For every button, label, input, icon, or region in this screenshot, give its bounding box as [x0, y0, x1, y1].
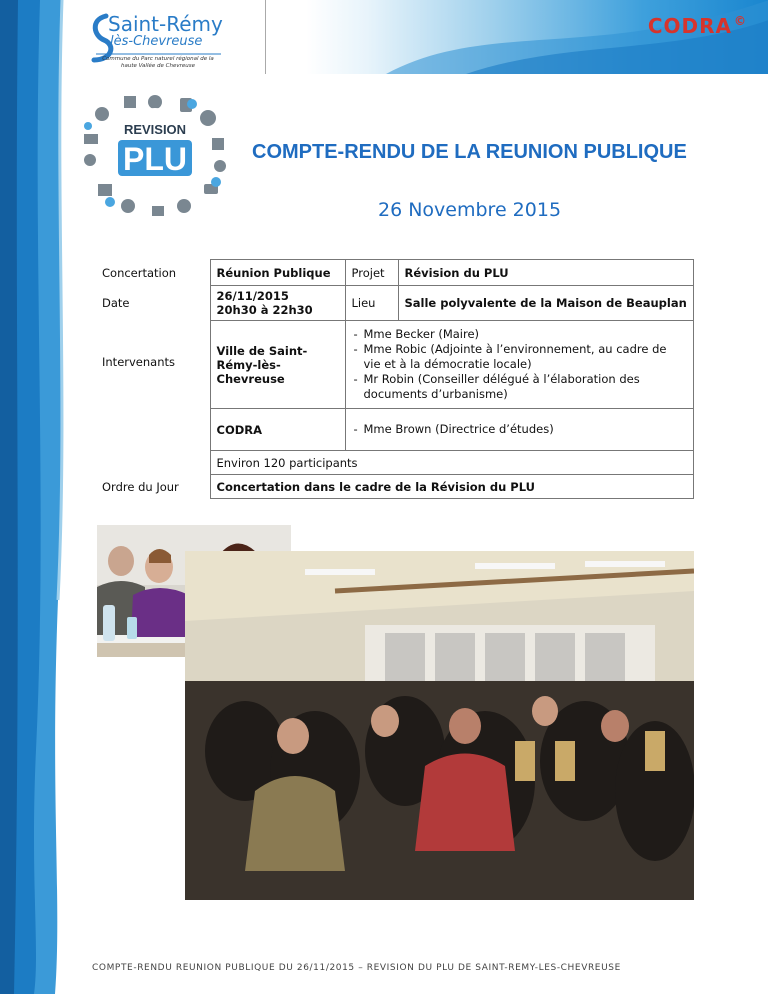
participants-value: Environ 120 participants	[210, 451, 694, 475]
row-ordre-du-jour	[96, 475, 694, 499]
codra-logo	[648, 14, 747, 38]
list-item: - Mr Robin (Conseiller délégué à l’élaboration des documents d’urbanisme)	[364, 372, 688, 402]
page-title: COMPTE-RENDU DE LA REUNION PUBLIQUE	[252, 141, 687, 163]
ville-people-list	[352, 327, 688, 402]
codra-people-list	[352, 422, 688, 437]
date-value-day: 26/11/2015	[216, 289, 289, 303]
revision-plu-badge	[80, 88, 230, 220]
date-value-time: 20h30 à 22h30	[216, 303, 313, 317]
photo-audience	[185, 551, 694, 900]
town-name: Saint-Rémy	[108, 12, 223, 36]
town-subtitle: lès-Chevreuse	[110, 34, 203, 49]
projet-label: Projet	[345, 260, 398, 286]
codra-copyright-mark: ©	[734, 14, 747, 29]
meeting-date-title: 26 Novembre 2015	[378, 199, 562, 221]
page-footer: COMPTE-RENDU REUNION PUBLIQUE DU 26/11/2015 – REVISION DU PLU DE SAINT-REMY-LES-CHEVREUSE	[92, 963, 621, 973]
projet-value: Révision du PLU	[398, 260, 694, 286]
lieu-value: Salle polyvalente de la Maison de Beauplan	[398, 286, 694, 321]
codra-people-cell	[345, 409, 694, 451]
row-date	[96, 286, 694, 321]
ordre-value: Concertation dans le cadre de la Révision du PLU	[210, 475, 694, 499]
concertation-value: Réunion Publique	[210, 260, 345, 286]
meeting-info-table	[96, 259, 694, 499]
participants-spacer	[96, 451, 210, 475]
list-item: - Mme Becker (Maire)	[364, 327, 688, 342]
intervenants-label: Intervenants	[102, 354, 175, 369]
row-concertation	[96, 260, 694, 286]
row-intervenants-ville	[96, 321, 694, 409]
ordre-label: Ordre du Jour	[102, 479, 179, 494]
ville-label: Ville de Saint-Rémy-lès-Chevreuse	[210, 321, 345, 409]
town-caption: Commune du Parc naturel régional de la haute Vallée de Chevreuse	[102, 56, 214, 69]
badge-plu-text: PLU	[123, 141, 187, 177]
codra-logo-text: CODRA	[647, 14, 732, 38]
ville-people-cell	[345, 321, 694, 409]
list-item: - Mme Brown (Directrice d’études)	[364, 422, 688, 437]
date-label: Date	[102, 296, 130, 310]
lieu-label: Lieu	[345, 286, 398, 321]
decorative-left-band	[0, 0, 70, 994]
header-band	[265, 0, 768, 74]
list-item: - Mme Robic (Adjointe à l’environnement, au cadre de vie et à la démocratie locale)	[364, 342, 688, 372]
badge-revision-text: REVISION	[123, 122, 187, 137]
codra-label: CODRA	[210, 409, 345, 451]
date-value	[210, 286, 345, 321]
concertation-label: Concertation	[102, 265, 177, 280]
row-participants	[96, 451, 694, 475]
